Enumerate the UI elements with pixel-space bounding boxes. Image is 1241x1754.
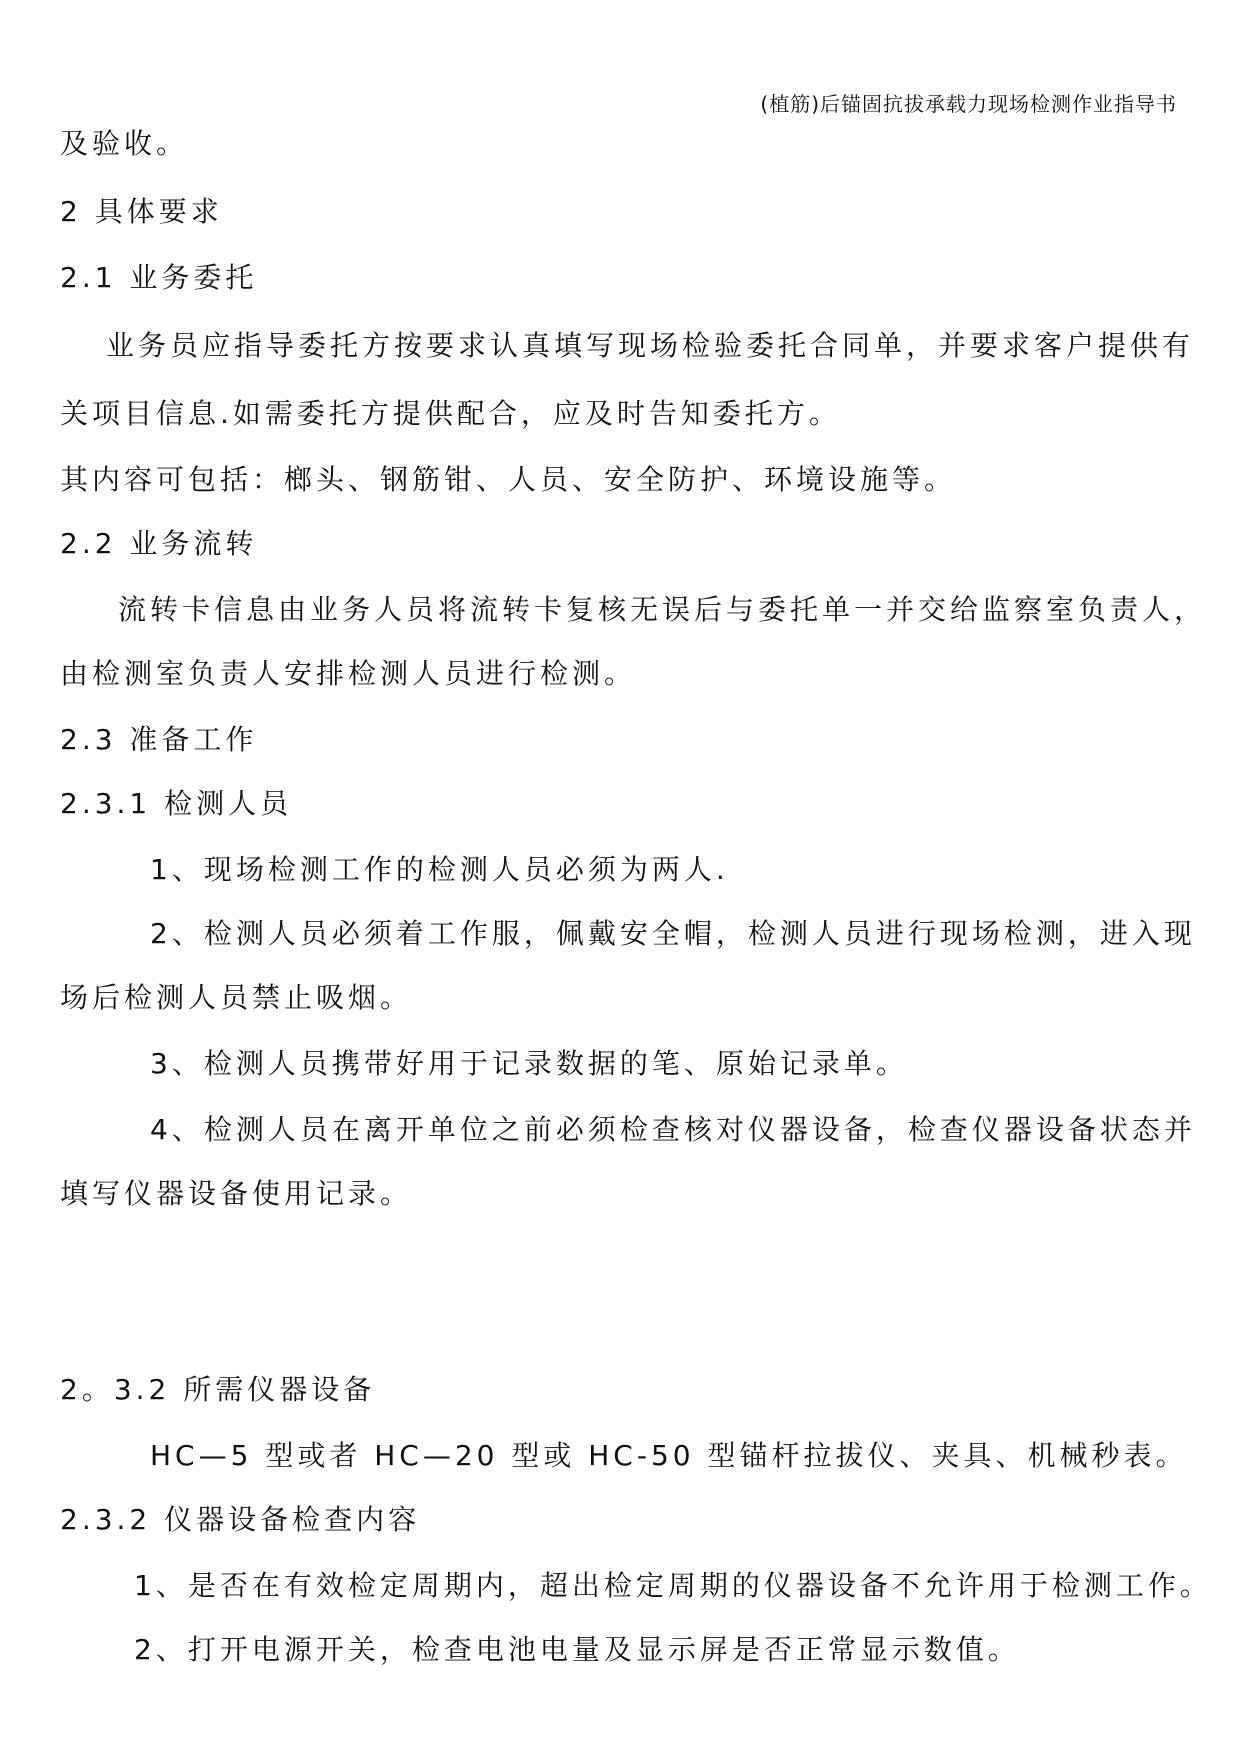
running-header: (植筋)后锚固抗拔承载力现场检测作业指导书 xyxy=(760,92,1177,116)
paragraph-line: HC—5 型或者 HC—20 型或 HC-50 型锚杆拉拔仪、夹具、机械秒表。 xyxy=(150,1439,1188,1472)
section-heading: 2.3.1 检测人员 xyxy=(60,787,293,820)
list-item: 3、检测人员携带好用于记录数据的笔、原始记录单。 xyxy=(150,1047,908,1080)
section-heading: 2.3 准备工作 xyxy=(60,723,258,756)
paragraph-line: 其内容可包括：榔头、钢筋钳、人员、安全防护、环境设施等。 xyxy=(60,463,957,496)
paragraph-line: 业务员应指导委托方按要求认真填写现场检验委托合同单，并要求客户提供有 xyxy=(106,329,1195,362)
list-item: 1、现场检测工作的检测人员必须为两人. xyxy=(150,853,729,886)
section-heading: 2.3.2 仪器设备检查内容 xyxy=(60,1503,421,1536)
section-heading: 2.1 业务委托 xyxy=(60,261,258,294)
section-heading: 2 具体要求 xyxy=(60,195,223,228)
paragraph-line: 流转卡信息由业务人员将流转卡复核无误后与委托单一并交给监察室负责人， xyxy=(118,593,1207,626)
paragraph-line: 关项目信息.如需委托方提供配合，应及时告知委托方。 xyxy=(60,397,841,430)
list-item: 2、检测人员必须着工作服，佩戴安全帽，检测人员进行现场检测，进入现 xyxy=(150,917,1196,950)
list-item: 2、打开电源开关，检查电池电量及显示屏是否正常显示数值。 xyxy=(134,1633,1020,1666)
paragraph-line: 由检测室负责人安排检测人员进行检测。 xyxy=(60,657,637,690)
list-item: 4、检测人员在离开单位之前必须检查核对仪器设备，检查仪器设备状态并 xyxy=(150,1113,1196,1146)
paragraph-line: 填写仪器设备使用记录。 xyxy=(60,1177,413,1210)
section-heading: 2。3.2 所需仪器设备 xyxy=(60,1373,376,1406)
paragraph-line: 场后检测人员禁止吸烟。 xyxy=(60,981,413,1014)
list-item: 1、是否在有效检定周期内，超出检定周期的仪器设备不允许用于检测工作。 xyxy=(134,1569,1212,1602)
section-heading: 2.2 业务流转 xyxy=(60,527,258,560)
paragraph-line: 及验收。 xyxy=(60,127,189,160)
